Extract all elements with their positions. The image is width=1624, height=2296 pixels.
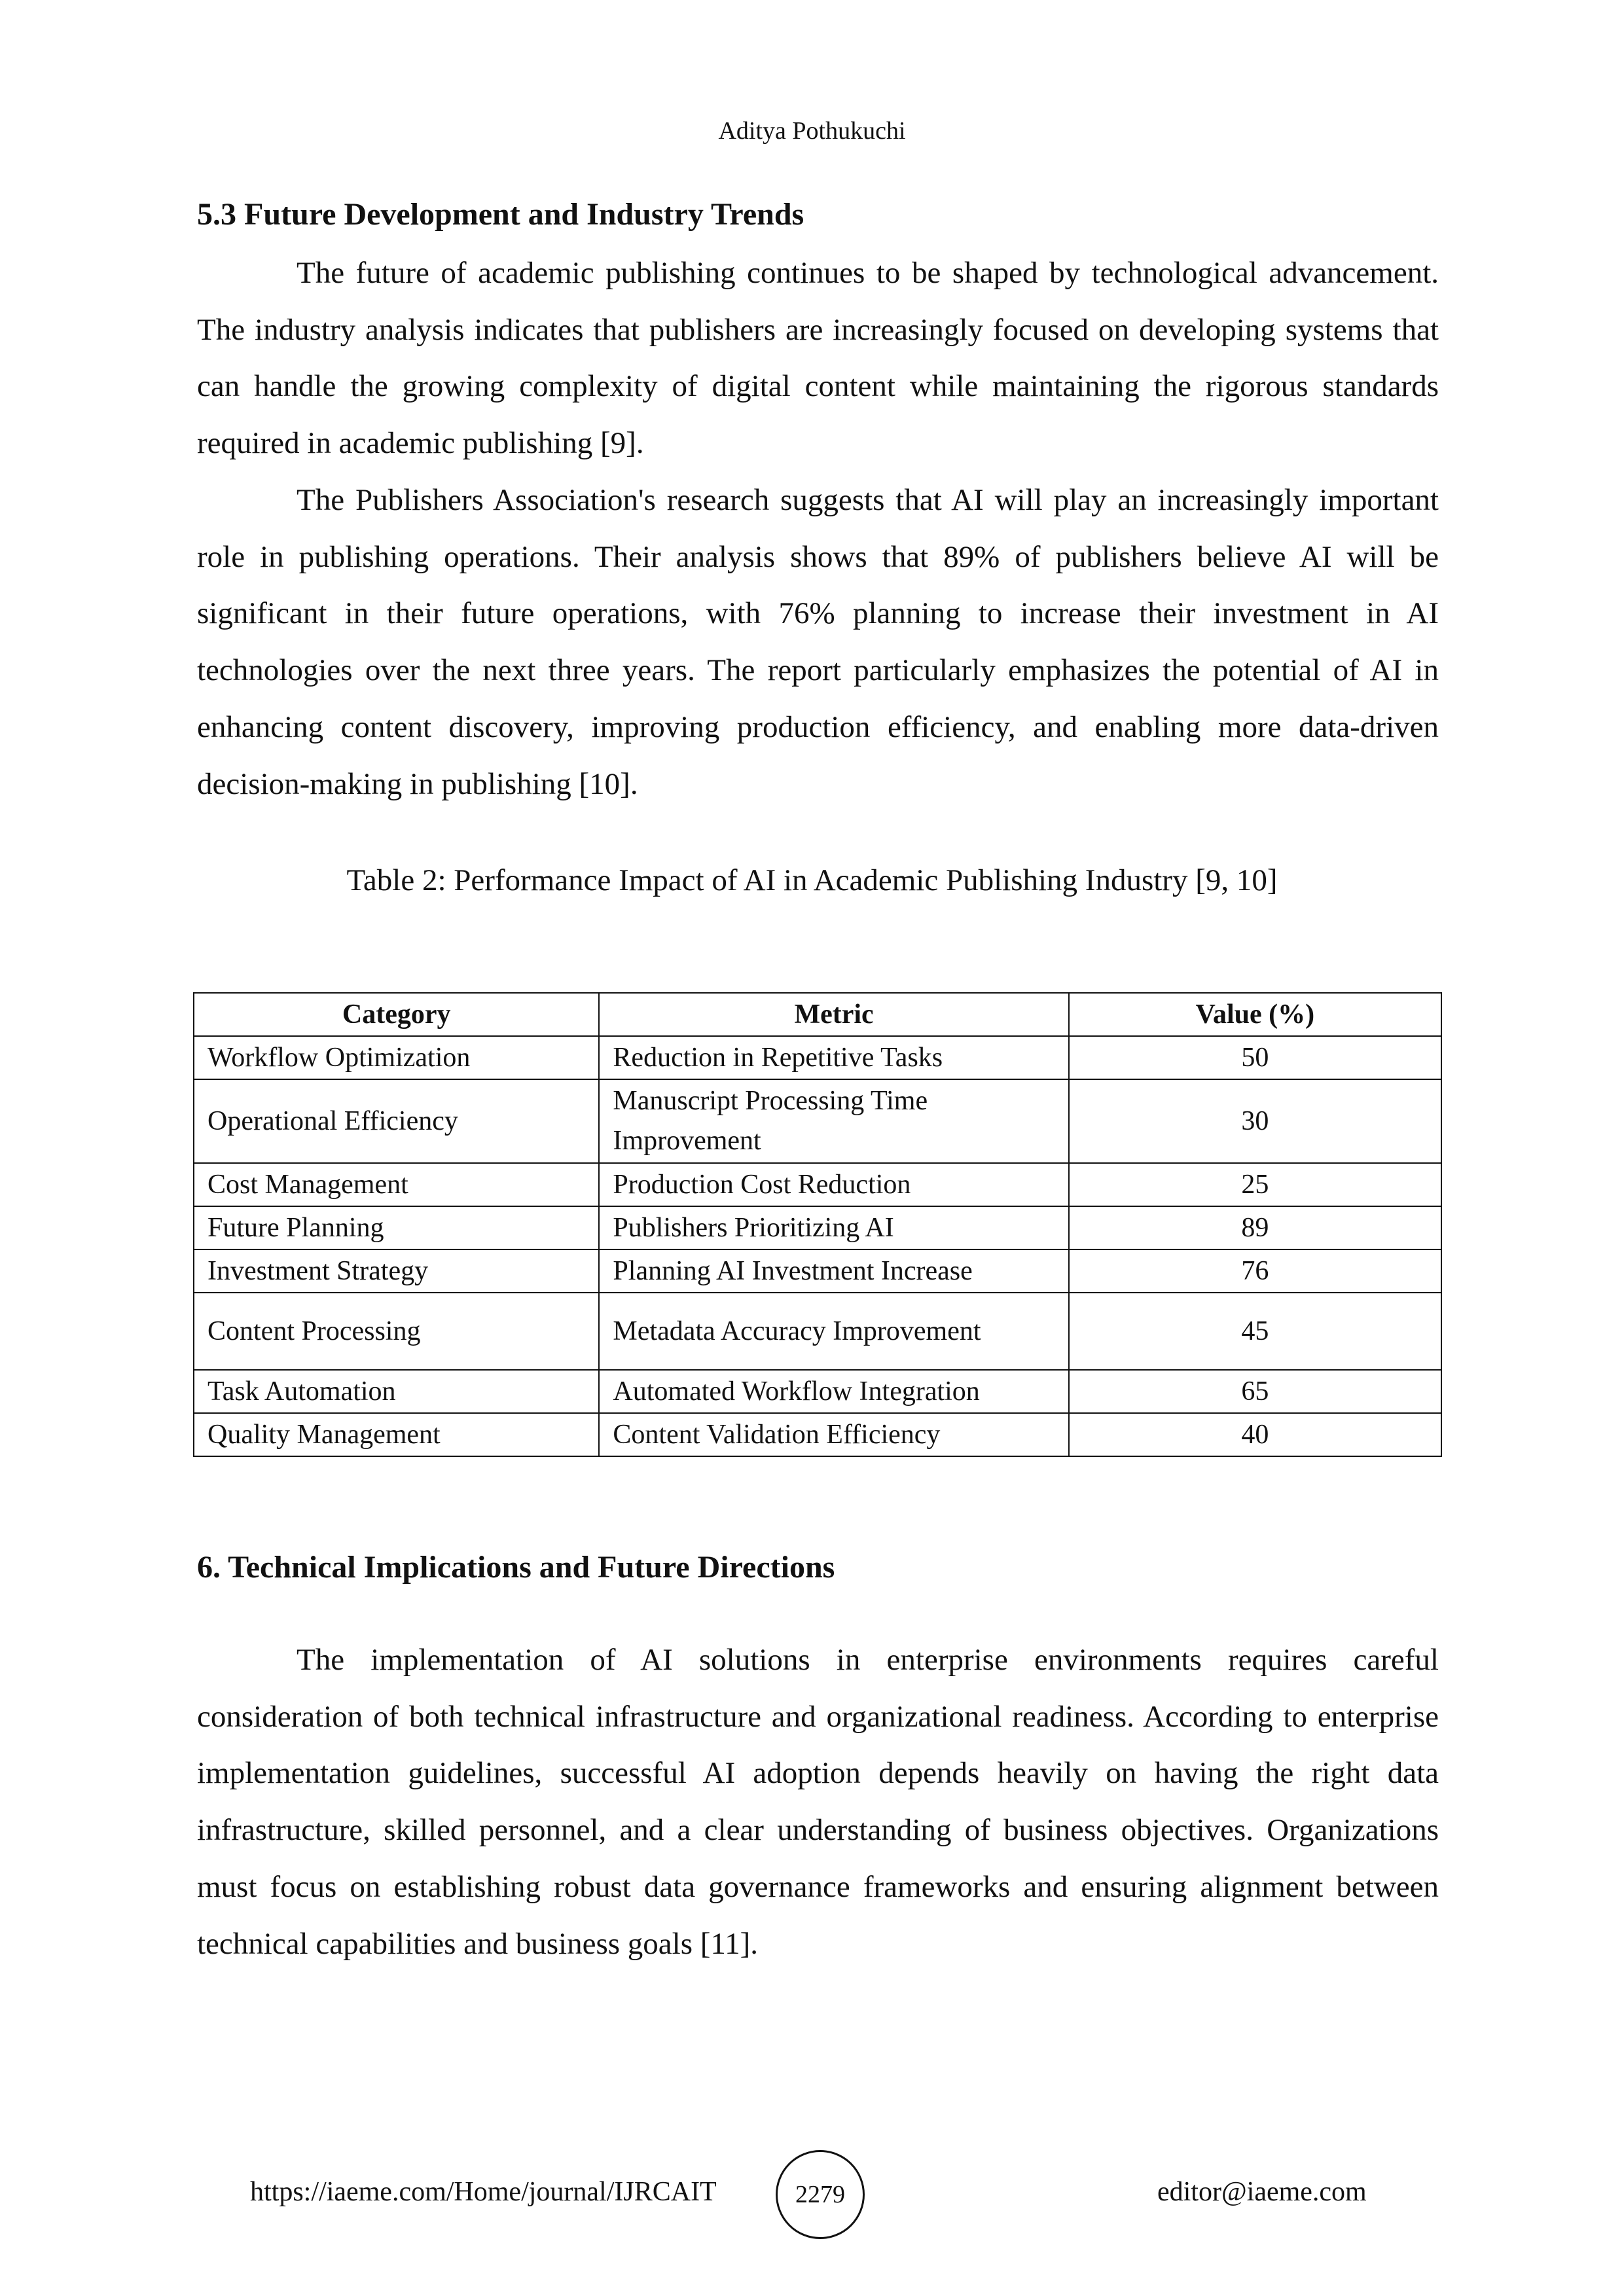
table-caption: Table 2: Performance Impact of AI in Academic Publishing Industry [9, 10] [346,863,1278,897]
table-row [194,1206,1441,1249]
table-header-row [194,993,1441,1036]
value-cell: 76 [1069,1249,1441,1293]
metric-cell: Content Validation Efficiency [599,1413,1068,1456]
table-row [194,1370,1441,1413]
metric-cell: Production Cost Reduction [599,1163,1068,1206]
metric-cell: Reduction in Repetitive Tasks [599,1036,1068,1079]
metric-cell: Automated Workflow Integration [599,1370,1068,1413]
table-row [194,1249,1441,1293]
section-6-paragraph-1: The implementation of AI solutions in enterprise environments requires careful consideration of both technical infrastructure and organizational readiness. According to enterprise implementation guidelines, successful AI adoption depends heavily on having the right data infrastructure, skilled personnel, and a clear understanding of business objectives. Organizations must focus on establishing robust data governance frameworks and ensuring alignment between technical capabilities and business goals [11]. [197,1643,1439,1961]
section-5-3-paragraph-1: The future of academic publishing continues to be shaped by technological advancement. The industry analysis indicates that publishers are increasingly focused on developing systems that can handle the growing complexity of digital content while maintaining the rigorous standards required in academic publishing [9]. [197,256,1439,461]
category-cell: Operational Efficiency [194,1079,599,1163]
value-cell: 40 [1069,1413,1441,1456]
category-cell: Quality Management [194,1413,599,1456]
category-cell: Investment Strategy [194,1249,599,1293]
page-number: 2279 [795,2181,845,2208]
category-cell: Content Processing [194,1293,599,1370]
metric-cell [599,1079,1068,1163]
performance-impact-table [193,992,1442,1457]
section-5-3-heading: 5.3 Future Development and Industry Trends [197,197,804,232]
column-header-value: Value (%) [1069,993,1441,1036]
metric-cell: Metadata Accuracy Improvement [599,1293,1068,1370]
section-6-heading: 6. Technical Implications and Future Directions [197,1550,835,1585]
value-cell: 65 [1069,1370,1441,1413]
journal-url-link[interactable]: https://iaeme.com/Home/journal/IJRCAIT [250,2177,717,2207]
value-cell: 25 [1069,1163,1441,1206]
value-cell: 30 [1069,1079,1441,1163]
table-row [194,1293,1441,1370]
category-cell: Workflow Optimization [194,1036,599,1079]
editor-email-link[interactable]: editor@iaeme.com [1157,2177,1367,2207]
metric-line: Improvement [613,1126,761,1156]
metric-cell: Publishers Prioritizing AI [599,1206,1068,1249]
column-header-metric: Metric [599,993,1068,1036]
value-cell: 50 [1069,1036,1441,1079]
value-cell: 45 [1069,1293,1441,1370]
metric-line: Manuscript Processing Time [613,1086,928,1116]
section-5-3-paragraph-2: The Publishers Association's research suggests that AI will play an increasingly important role in publishing operations. Their analysis shows that 89% of publishers believe AI will be significant in their future operations, with 76% planning to increase their investment in AI technologies over the next three years. The report particularly emphasizes the potential of AI in enhancing content discovery, improving production efficiency, and enabling more data-driven decision-making in publishing [10]. [197,483,1439,801]
metric-cell: Planning AI Investment Increase [599,1249,1068,1293]
category-cell: Task Automation [194,1370,599,1413]
category-cell: Cost Management [194,1163,599,1206]
table-row [194,1079,1441,1163]
value-cell: 89 [1069,1206,1441,1249]
table-row [194,1413,1441,1456]
table-row [194,1036,1441,1079]
column-header-category: Category [194,993,599,1036]
page-number-badge [776,2150,865,2239]
running-head: Aditya Pothukuchi [718,117,906,145]
category-cell: Future Planning [194,1206,599,1249]
table-row [194,1163,1441,1206]
